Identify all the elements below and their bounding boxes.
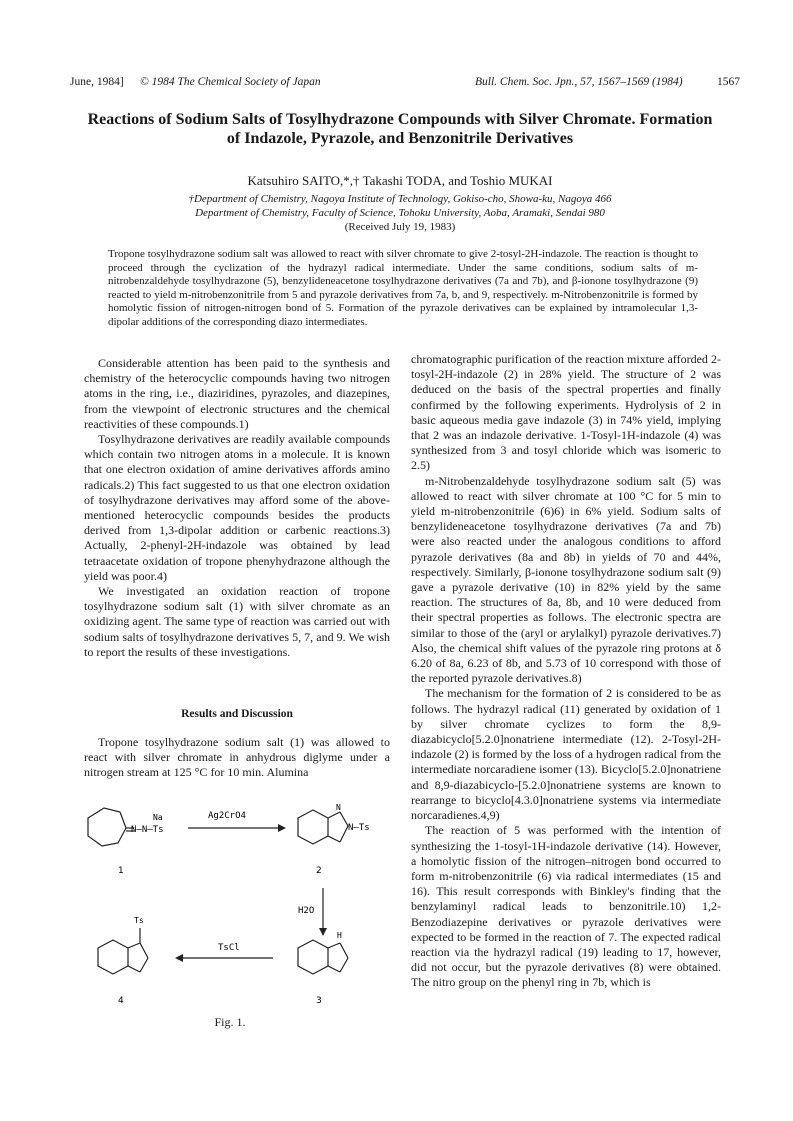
paragraph: We investigated an oxidation reaction of tropone tosylhydrazone sodium salt (1) with silver chromate as an oxidizing agent. The same type of reaction was carried out with sodium salts of tosylhydrazone derivatives 5, 7, and 9. We wish to report the results of these investigations. — [84, 584, 390, 659]
paragraph: Considerable attention has been paid to the synthesis and chemistry of the heterocyclic compounds having two nitrogen atoms in the ring, i.e., diaziridines, pyrazoles, and diazepines, from the viewpoint of electronic structures and the chemical reactivities of these compounds.1) — [84, 356, 390, 431]
reagent-h2o: H2O — [298, 906, 315, 916]
author-list: Katsuhiro SAITO,*,† Takashi TODA, and Toshio MUKAI — [247, 173, 553, 188]
reagent-tscl: TsCl — [218, 943, 240, 953]
compound-3-structure — [298, 940, 348, 974]
paragraph: m-Nitrobenzaldehyde tosylhydrazone sodium salt (5) was allowed to react with silver chromate at 100 °C for 5 min to yield m-nitrobenzonitrile (6)6) in 6% yield. Sodium salts of benzylideneacetone tosylhydrazone derivatives (7a and 7b) were also reacted under the analogous conditions to afford pyrazole derivatives (8a and 8b) in yields of 70 and 44%, respectively. Similarly, β-ionone tosylhydrazone sodium salt (9) gave a pyrazole derivative (10) in 82% yield by the same reaction. The structures of 8a, 8b, and 10 were deduced from their spectral properties as follows. The electronic spectra are similar to those of the (aryl or arylalkyl) pyrazole derivatives.7) Also, the chemical shift values of the pyrazole ring protons at δ 6.20 of 8a, 6.23 of 8b, and 5.73 of 10 correspond with those of the reported pyrazole derivatives.8) — [411, 473, 721, 686]
compound-number-1: 1 — [118, 866, 124, 876]
paragraph: Tosylhydrazone derivatives are readily available compounds which contain two nitrogen atoms in a molecule. It is known that one electron oxidation of amine derivatives affords amino radicals.2) This fact suggested to us that one electron oxidation of tosylhydrazone derivatives may afford some of the above-mentioned heterocyclic compounds besides the products derived from 1,3-dipolar addition or carbenic reactions.3) Actually, 2-phenyl-2H-indazole was obtained by lead tetraacetate oxidation of tropone phenyhydrazone although the yield was poor.4) — [84, 432, 390, 583]
header-copyright: © 1984 The Chemical Society of Japan — [140, 76, 321, 88]
affiliation-2: Department of Chemistry, Faculty of Science, Tohoku University, Aoba, Aramaki, Sendai 980 — [195, 207, 605, 219]
reagent-ag2cro4: Ag2CrO4 — [208, 811, 246, 821]
paragraph: Tropone tosylhydrazone sodium salt (1) was allowed to react with silver chromate in anhydrous diglyme under a nitrogen stream at 125 °C for 10 min. Alumina — [84, 735, 390, 780]
compound-1-label: N–N–Ts — [131, 825, 164, 835]
arrowhead-3 — [175, 954, 183, 962]
right-column — [411, 352, 721, 991]
header-page-number: 1567 — [717, 76, 740, 88]
paragraph: The mechanism for the formation of 2 is considered to be as follows. The hydrazyl radical (11) generated by oxidation of 1 by silver chromate cyclizes to form the 8,9-diazabicyclo[5.2.0]nonatriene intermediate (12). 2-Tosyl-2H-indazole (2) is formed by the loss of a hydrogen radical from the intermediate norcaradiene isomer (13). Bicyclo[5.2.0]nonatriene and 8,9-diazabicyclo-[5.2.0]nonatriene systems are known to rearrange to bicyclo[4.3.0]nonatriene systems via intermediate norcaradienes.4,9) — [411, 686, 721, 823]
paragraph: chromatographic purification of the reaction mixture afforded 2-tosyl-2H-indazole (2) in 28% yield. The structure of 2 was deduced on the basis of the spectral properties and finally confirmed by the following experiments. Hydrolysis of 2 in basic aqueous media gave indazole (3) in 74% yield, implying that 2 was an indazole derivative. 1-Tosyl-1H-indazole (4) was synthesized from 3 and tosyl chloride which was isomeric to 2.5) — [411, 352, 721, 473]
header-date: June, 1984] — [70, 76, 124, 88]
compound-2-structure — [298, 810, 348, 844]
compound-number-4: 4 — [118, 996, 124, 1006]
left-column-results — [84, 735, 390, 781]
reaction-scheme — [68, 788, 398, 1018]
compound-1-structure — [88, 808, 134, 846]
compound-number-2: 2 — [316, 866, 322, 876]
section-heading: Results and Discussion — [181, 708, 293, 720]
arrowhead-1 — [278, 824, 286, 832]
arrowhead-2 — [319, 928, 327, 936]
left-column-intro — [84, 356, 390, 660]
received-date: (Received July 19, 1983) — [344, 221, 456, 233]
na-label: Na — [153, 813, 163, 822]
n-atom-label: N — [336, 803, 341, 812]
compound-number-3: 3 — [316, 996, 322, 1006]
figure-caption: Fig. 1. — [214, 1015, 246, 1029]
h-atom-label: H — [337, 931, 342, 940]
affiliation-1: †Department of Chemistry, Nagoya Institute of Technology, Gokiso-cho, Showa-ku, Nagoya 466 — [188, 193, 612, 205]
compound-2-label: N–Ts — [348, 823, 370, 833]
compound-4-structure — [98, 928, 148, 974]
paragraph: The reaction of 5 was performed with the intention of synthesizing the 1-tosyl-1H-indazole derivative (14). However, a homolytic fission of the nitrogen–nitrogen bond occurred to form m-nitrobenzonitrile (6) via radical intermediates (15 and 16). This result corresponds with Binkley's finding that the benzylaminyl radical leads to benzonitrile.10) 1,2-Benzodiazepine derivatives or pyrazole derivatives were expected to be formed in the reaction of 7. The expected radical reaction via the hydrazyl radical (19) leading to 17, however, did not occur, but the pyrazole derivatives (8) were obtained. The nitro group on the phenyl ring in 7b, which is — [411, 823, 721, 990]
running-header — [70, 73, 740, 91]
abstract: Tropone tosylhydrazone sodium salt was allowed to react with silver chromate to give 2-tosyl-2H-indazole. The reaction is thought to proceed through the cyclization of the hydrazyl radical intermediate. Under the same conditions, sodium salts of m-nitrobenzaldehyde tosylhydrazone (5), benzylideneacetone tosylhydrazone derivatives (7a and 7b), and β-ionone tosylhydrazone (9) reacted to yield m-nitrobenzonitrile from 5 and pyrazole derivatives from 7a, b, and 9, respectively. m-Nitrobenzonitrile is formed by homolytic fission of nitrogen-nitrogen bond of 5. Formation of the pyrazole derivatives can be explained by intramolecular 1,3-dipolar additions of the corresponding diazo intermediates. — [108, 248, 698, 328]
header-journal: Bull. Chem. Soc. Jpn., 57, 1567–1569 (1984) — [475, 76, 683, 88]
ts-substituent-label: Ts — [134, 916, 144, 925]
article-title: Reactions of Sodium Salts of Tosylhydrazone Compounds with Silver Chromate. Formation of Indazole, Pyrazole, and Benzonitrile Derivatives — [87, 111, 713, 147]
reaction-scheme-figure — [68, 788, 398, 1033]
